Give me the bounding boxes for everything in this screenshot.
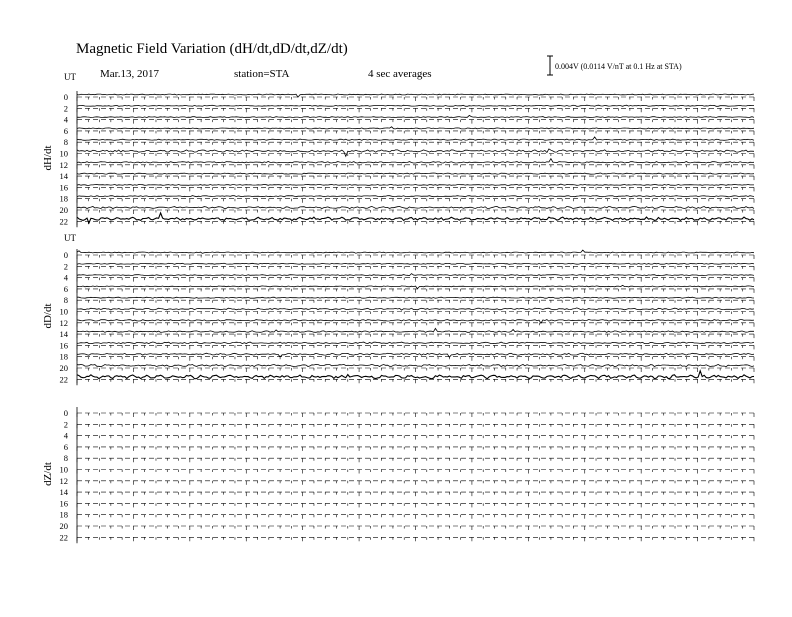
hour-label: 6: [63, 441, 68, 452]
hour-label: 14: [59, 329, 68, 340]
trace-line: [77, 297, 754, 298]
trace-row: [64, 103, 754, 113]
trace-row: [64, 284, 754, 294]
hour-label: 2: [63, 419, 68, 430]
hour-label: 22: [59, 216, 68, 227]
hour-label: 14: [59, 171, 68, 182]
station-label: station=STA: [234, 68, 290, 80]
trace-line: [77, 127, 754, 129]
panel-dZ-dt: [42, 407, 754, 543]
hour-label: 8: [63, 453, 68, 464]
hour-label: 18: [59, 193, 68, 204]
hour-label: 22: [59, 374, 68, 385]
hour-label: 10: [59, 306, 68, 317]
ut-label: UT: [64, 72, 76, 82]
trace-line: [77, 364, 754, 366]
trace-row: [60, 487, 755, 497]
trace-row: [60, 532, 755, 542]
scale-bar: [547, 56, 553, 75]
hour-label: 4: [63, 114, 68, 125]
trace-row: [64, 419, 754, 429]
hour-label: 16: [59, 498, 68, 509]
trace-line: [77, 250, 754, 253]
panel-ylabel: dZ/dt: [42, 462, 54, 486]
hour-label: 14: [59, 487, 68, 498]
trace-row: [64, 261, 754, 271]
hour-label: 8: [63, 295, 68, 306]
panel-dD-dt: [42, 233, 754, 385]
hour-label: 8: [63, 137, 68, 148]
trace-row: [60, 352, 755, 362]
trace-row: [60, 318, 755, 328]
date-label: Mar.13, 2017: [100, 68, 159, 80]
trace-row: [60, 371, 755, 385]
trace-line: [77, 94, 754, 97]
trace-row: [60, 465, 755, 475]
trace-row: [64, 137, 754, 147]
trace-row: [64, 295, 754, 305]
trace-row: [60, 498, 755, 508]
ut-label: UT: [64, 233, 76, 243]
panel-dH-dt: [42, 72, 754, 227]
hour-label: 10: [59, 464, 68, 475]
trace-line: [77, 196, 754, 197]
hour-label: 4: [63, 272, 68, 283]
hour-label: 20: [59, 205, 68, 215]
trace-line: [77, 105, 754, 106]
hour-label: 12: [59, 159, 68, 170]
hour-label: 2: [63, 103, 68, 114]
hour-label: 0: [63, 92, 68, 102]
trace-row: [60, 159, 755, 170]
trace-row: [64, 273, 754, 283]
scale-label: 0.004V (0.0114 V/nT at 0.1 Hz at STA): [555, 62, 682, 71]
trace-line: [77, 263, 754, 264]
trace-row: [64, 250, 754, 260]
chart-title: Magnetic Field Variation (dH/dt,dD/dt,dZ/dt): [76, 41, 348, 57]
hour-label: 16: [59, 182, 68, 193]
hour-label: 10: [59, 148, 68, 159]
trace-row: [60, 307, 755, 317]
hour-label: 20: [59, 521, 68, 531]
hour-label: 6: [63, 125, 68, 136]
panel-ylabel: dH/dt: [42, 145, 54, 171]
trace-line: [77, 328, 754, 332]
averaging-label: 4 sec averages: [368, 68, 432, 80]
hour-label: 12: [59, 475, 68, 486]
hour-label: 18: [59, 509, 68, 520]
trace-row: [60, 205, 755, 215]
trace-line: [77, 115, 754, 117]
hour-label: 18: [59, 351, 68, 362]
trace-row: [60, 340, 755, 350]
trace-row: [64, 115, 754, 125]
trace-row: [60, 363, 755, 373]
trace-row: [64, 431, 754, 441]
panel-ylabel: dD/dt: [42, 303, 54, 329]
trace-row: [60, 194, 755, 204]
trace-row: [60, 476, 755, 486]
hour-label: 22: [59, 532, 68, 543]
trace-line: [77, 184, 754, 185]
trace-line: [77, 159, 754, 163]
trace-line: [77, 206, 754, 208]
trace-line: [77, 285, 754, 288]
hour-label: 2: [63, 261, 68, 272]
trace-row: [60, 328, 755, 339]
trace-line: [77, 173, 754, 174]
trace-row: [60, 171, 755, 181]
trace-row: [64, 126, 754, 136]
hour-label: 0: [63, 408, 68, 418]
hour-label: 6: [63, 283, 68, 294]
trace-line: [77, 342, 754, 344]
trace-row: [60, 149, 755, 159]
trace-row: [60, 521, 755, 531]
trace-row: [60, 510, 755, 520]
trace-row: [64, 442, 754, 452]
trace-row: [64, 453, 754, 463]
hour-label: 16: [59, 340, 68, 351]
trace-row: [64, 92, 754, 102]
trace-row: [60, 213, 755, 226]
trace-line: [77, 308, 754, 310]
trace-row: [64, 408, 754, 418]
hour-label: 4: [63, 430, 68, 441]
hour-label: 12: [59, 317, 68, 328]
panels-group: [42, 72, 754, 543]
trace-line: [77, 274, 754, 276]
hour-label: 20: [59, 363, 68, 373]
trace-row: [60, 182, 755, 192]
trace-line: [77, 137, 754, 140]
hour-label: 0: [63, 250, 68, 260]
